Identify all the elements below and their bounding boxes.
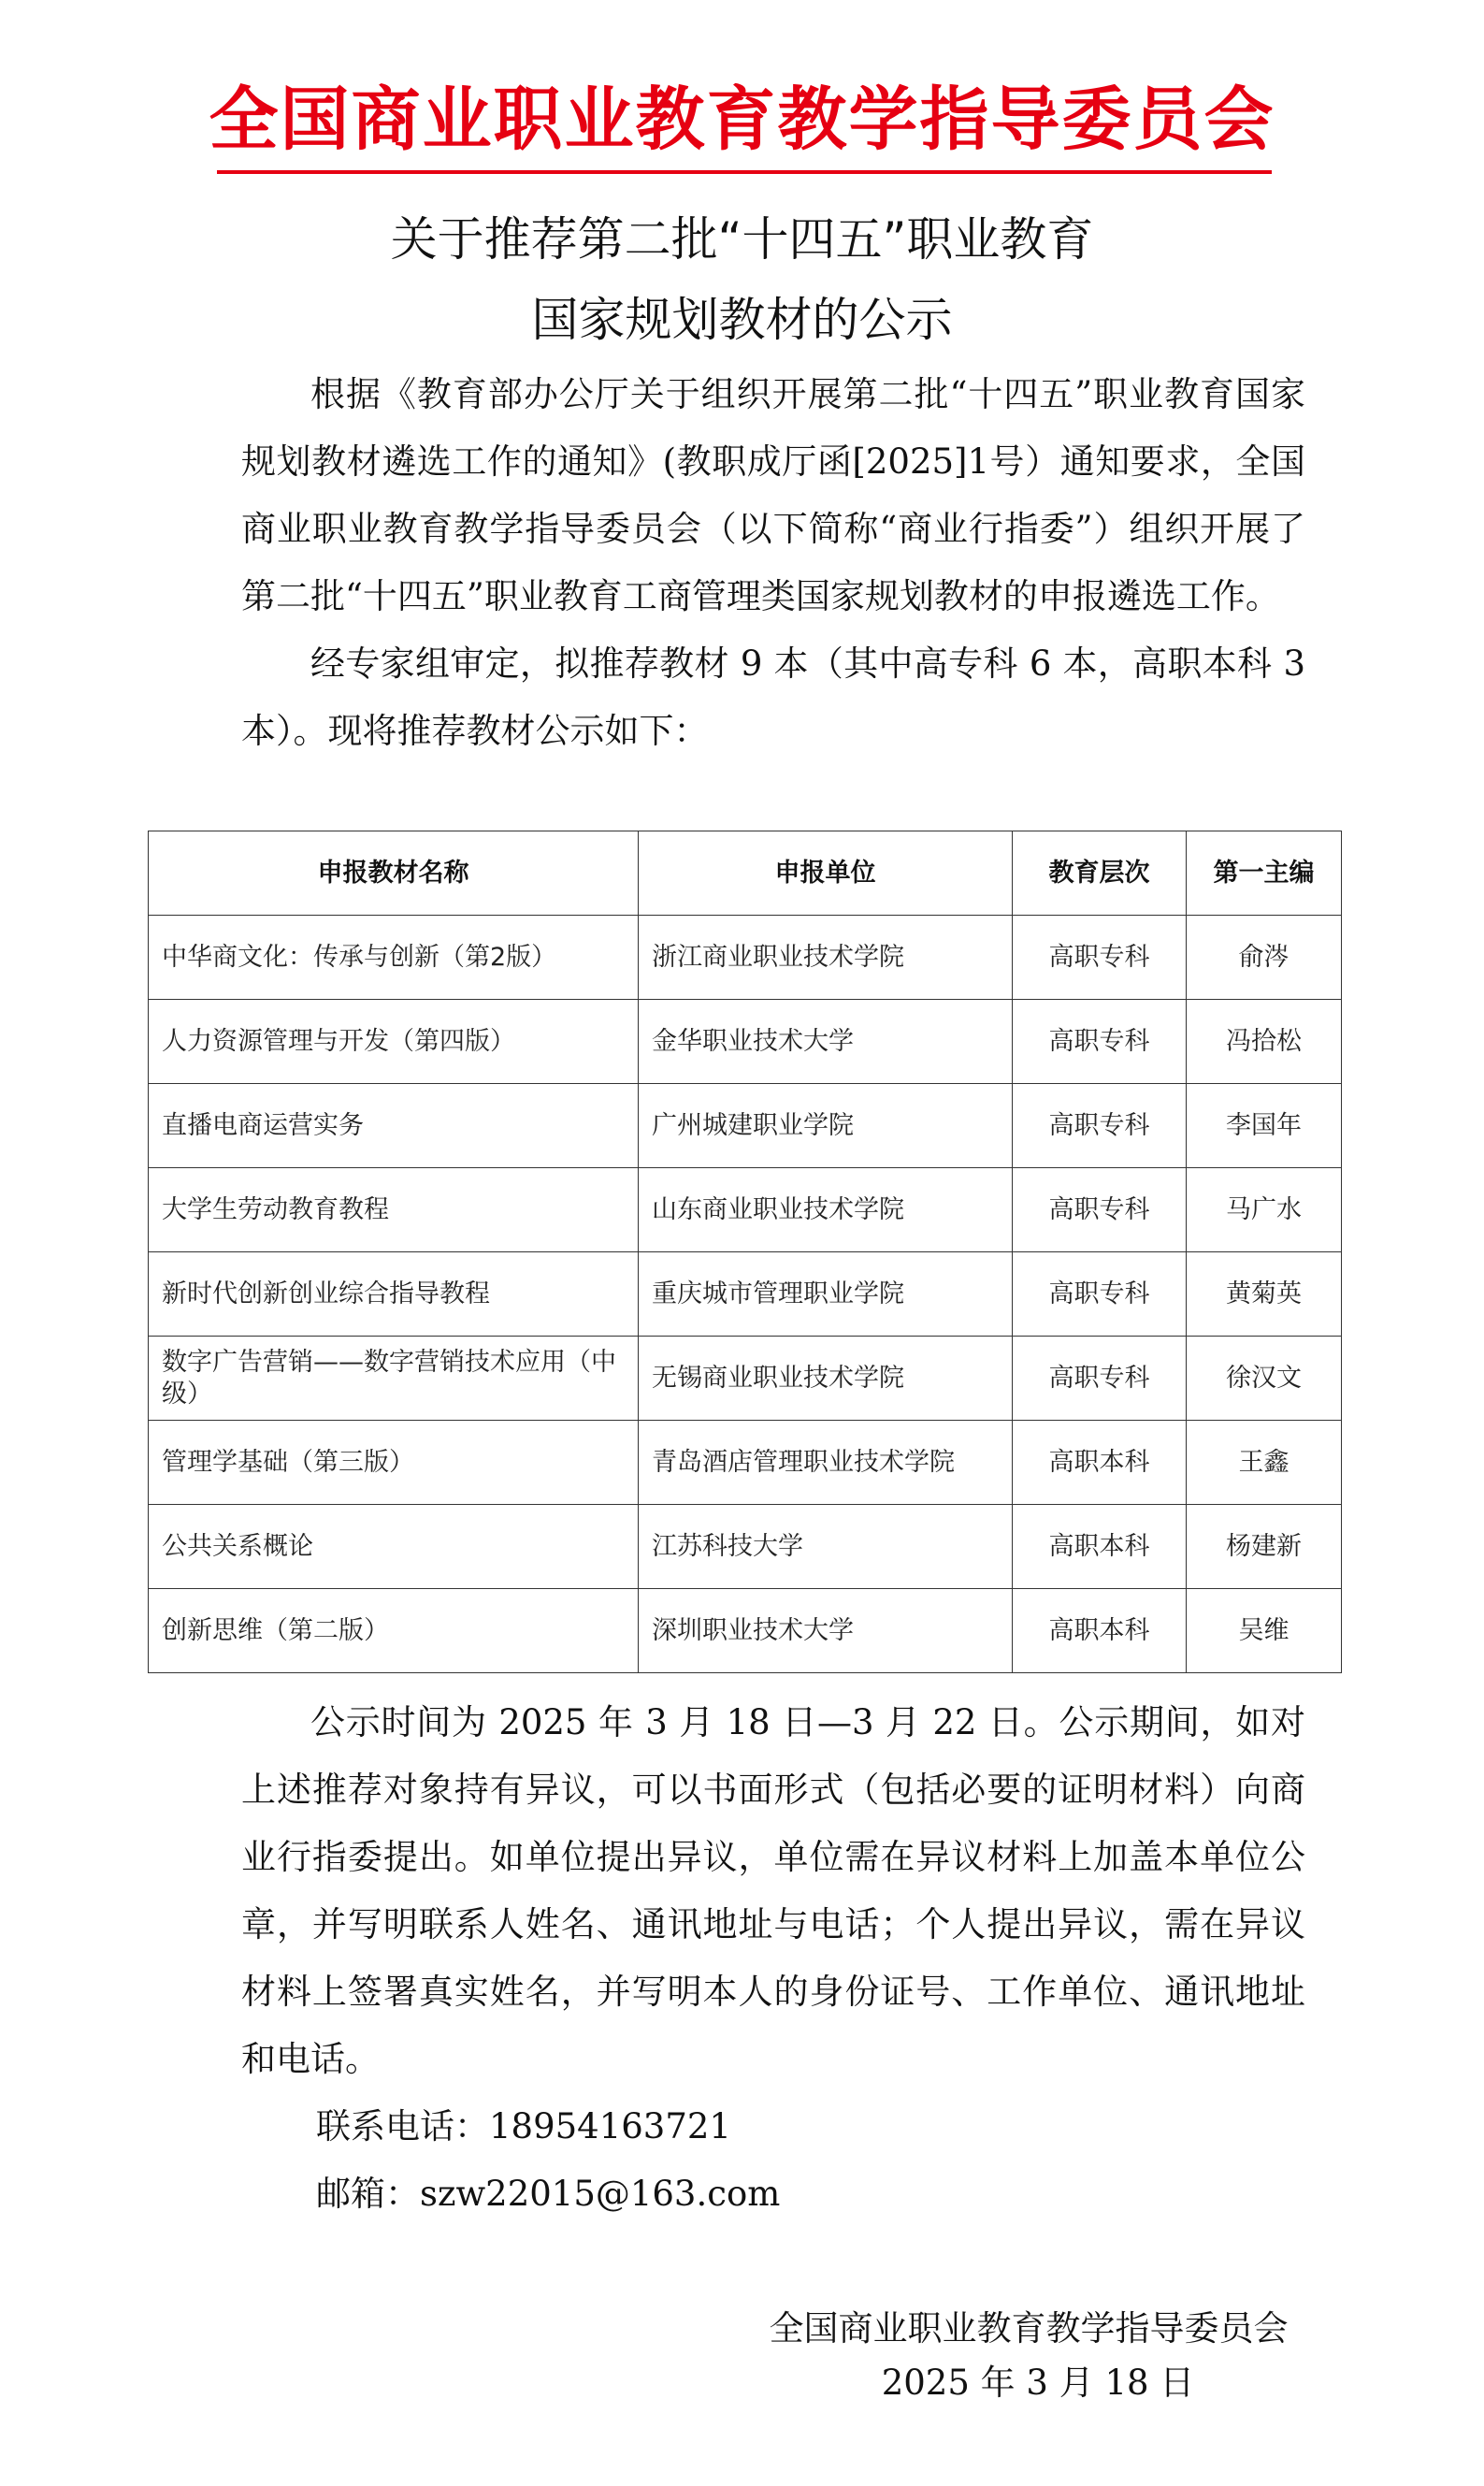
education-level: 高职专科 — [1013, 1000, 1187, 1084]
contact-phone: 联系电话：18954163721 — [316, 2106, 731, 2146]
table-row — [149, 1252, 1342, 1337]
header-material-name: 申报教材名称 — [149, 831, 639, 916]
chief-editor: 李国年 — [1187, 1084, 1342, 1168]
notice-title-line2: 国家规划教材的公示 — [531, 293, 953, 347]
education-level: 高职专科 — [1013, 916, 1187, 1000]
intro-paragraph-2: 经专家组审定，拟推荐教材 9 本（其中高专科 6 本，高职本科 3 本）。现将推荐教材公示如下： — [241, 643, 1305, 751]
chief-editor: 黄菊英 — [1187, 1252, 1342, 1337]
applying-unit: 广州城建职业学院 — [639, 1084, 1013, 1168]
chief-editor: 王鑫 — [1187, 1421, 1342, 1505]
applying-unit: 深圳职业技术大学 — [639, 1589, 1013, 1673]
table-header-row — [149, 831, 1342, 916]
table-row — [149, 916, 1342, 1000]
applying-unit: 浙江商业职业技术学院 — [639, 916, 1013, 1000]
education-level: 高职本科 — [1013, 1589, 1187, 1673]
material-name: 人力资源管理与开发（第四版） — [149, 1000, 639, 1084]
applying-unit: 金华职业技术大学 — [639, 1000, 1013, 1084]
signature-date: 2025 年 3 月 18 日 — [881, 2363, 1195, 2403]
publicity-notice-paragraph: 公示时间为 2025 年 3 月 18 日—3 月 22 日。公示期间，如对上述推荐对象持有异议，可以书面形式（包括必要的证明材料）向商业行指委提出。如单位提出异议，单位需在异议材料上加盖本单位公章，并写明联系人姓名、通讯地址与电话；个人提出异议，需在异议材料上签署真实姓名，并写明本人的身份证号、工作单位、通讯地址和电话。 — [241, 1702, 1305, 2079]
education-level: 高职专科 — [1013, 1337, 1187, 1421]
applying-unit: 无锡商业职业技术学院 — [639, 1337, 1013, 1421]
material-name: 数字广告营销——数字营销技术应用（中级） — [149, 1337, 639, 1421]
education-level: 高职专科 — [1013, 1168, 1187, 1252]
chief-editor: 杨建新 — [1187, 1505, 1342, 1589]
header-level: 教育层次 — [1013, 831, 1187, 916]
material-name: 直播电商运营实务 — [149, 1084, 639, 1168]
chief-editor: 马广水 — [1187, 1168, 1342, 1252]
material-name: 创新思维（第二版） — [149, 1589, 639, 1673]
contact-email: 邮箱：szw22015@163.com — [316, 2174, 781, 2214]
intro-paragraph-1: 根据《教育部办公厅关于组织开展第二批“十四五”职业教育国家规划教材遴选工作的通知》(教职成厅函[2025]1号）通知要求，全国商业职业教育教学指导委员会（以下简称“商业行指委”）组织开展了第二批“十四五”职业教育工商管理类国家规划教材的申报遴选工作。 — [241, 374, 1305, 616]
table-row — [149, 1421, 1342, 1505]
applying-unit: 江苏科技大学 — [639, 1505, 1013, 1589]
table-row — [149, 1589, 1342, 1673]
intro-section — [241, 361, 1305, 765]
applying-unit: 山东商业职业技术学院 — [639, 1168, 1013, 1252]
recommended-materials-table — [148, 831, 1342, 1673]
applying-unit: 重庆城市管理职业学院 — [639, 1252, 1013, 1337]
education-level: 高职本科 — [1013, 1505, 1187, 1589]
chief-editor: 冯拾松 — [1187, 1000, 1342, 1084]
material-name: 中华商文化：传承与创新（第2版） — [149, 916, 639, 1000]
table-row — [149, 1168, 1342, 1252]
publicity-notice-section — [241, 1689, 1305, 2093]
table-row — [149, 1084, 1342, 1168]
red-header-org-name: 全国商业职业教育教学指导委员会 — [209, 79, 1275, 160]
header-chief-editor: 第一主编 — [1187, 831, 1342, 916]
material-name: 新时代创新创业综合指导教程 — [149, 1252, 639, 1337]
table-row — [149, 1505, 1342, 1589]
education-level: 高职专科 — [1013, 1084, 1187, 1168]
education-level: 高职本科 — [1013, 1421, 1187, 1505]
notice-title-line1: 关于推荐第二批“十四五”职业教育 — [390, 212, 1094, 267]
chief-editor: 吴维 — [1187, 1589, 1342, 1673]
signature-org: 全国商业职业教育教学指导委员会 — [769, 2308, 1289, 2349]
material-name: 大学生劳动教育教程 — [149, 1168, 639, 1252]
header-underline — [217, 170, 1272, 174]
chief-editor: 徐汉文 — [1187, 1337, 1342, 1421]
applying-unit: 青岛酒店管理职业技术学院 — [639, 1421, 1013, 1505]
table-row — [149, 1000, 1342, 1084]
header-unit: 申报单位 — [639, 831, 1013, 916]
chief-editor: 俞涔 — [1187, 916, 1342, 1000]
education-level: 高职专科 — [1013, 1252, 1187, 1337]
material-name: 管理学基础（第三版） — [149, 1421, 639, 1505]
table-row — [149, 1337, 1342, 1421]
material-name: 公共关系概论 — [149, 1505, 639, 1589]
